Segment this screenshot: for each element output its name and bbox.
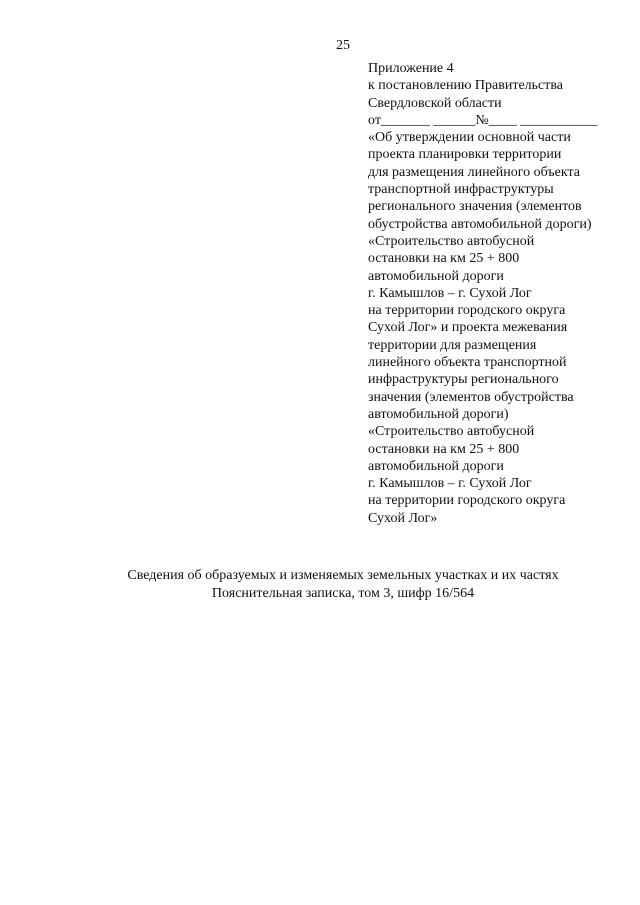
summary-block — [0, 567, 640, 602]
appendix-line: Сухой Лог» — [368, 510, 438, 526]
appendix-line: на территории городского округа — [368, 493, 566, 509]
appendix-line: «Строительство автобусной — [368, 233, 535, 249]
appendix-line: остановки на км 25 + 800 — [368, 251, 520, 267]
summary-subheading: Пояснительная записка, том 3, шифр 16/564 — [211, 585, 475, 601]
appendix-line: г. Камышлов – г. Сухой Лог — [368, 476, 532, 492]
appendix-line: линейного объекта транспортной — [368, 355, 567, 371]
appendix-line: обустройства автомобильной дороги) — [368, 216, 592, 232]
appendix-line: автомобильной дороги) — [368, 406, 509, 422]
appendix-line: проекта планировки территории — [368, 147, 562, 163]
appendix-line: транспортной инфраструктуры — [368, 182, 554, 198]
appendix-line: территории для размещения — [368, 337, 537, 353]
appendix-line: автомобильной дороги — [368, 268, 504, 284]
appendix-line: регионального значения (элементов — [368, 199, 582, 215]
appendix-line: Свердловской области — [368, 95, 502, 111]
page-number: 25 — [336, 38, 350, 53]
appendix-line: Приложение 4 — [368, 61, 454, 76]
appendix-line: к постановлению Правительства — [368, 78, 564, 94]
appendix-line: для размещения линейного объекта — [368, 164, 580, 180]
appendix-line: Сухой Лог» и проекта межевания — [368, 320, 568, 336]
appendix-line: г. Камышлов – г. Сухой Лог — [368, 285, 532, 301]
appendix-line: от_______ ______№____ ___________ — [368, 112, 598, 128]
appendix-line: на территории городского округа — [368, 303, 566, 319]
appendix-line: «Строительство автобусной — [368, 424, 535, 440]
appendix-line: значения (элементов обустройства — [368, 389, 574, 405]
appendix-block — [368, 60, 630, 527]
appendix-line: инфраструктуры регионального — [368, 372, 559, 388]
appendix-line: «Об утверждении основной части — [368, 130, 571, 146]
appendix-line: автомобильной дороги — [368, 458, 504, 474]
appendix-line: остановки на км 25 + 800 — [368, 441, 520, 457]
summary-heading: Сведения об образуемых и изменяемых земельных участках и их частях — [127, 568, 559, 583]
